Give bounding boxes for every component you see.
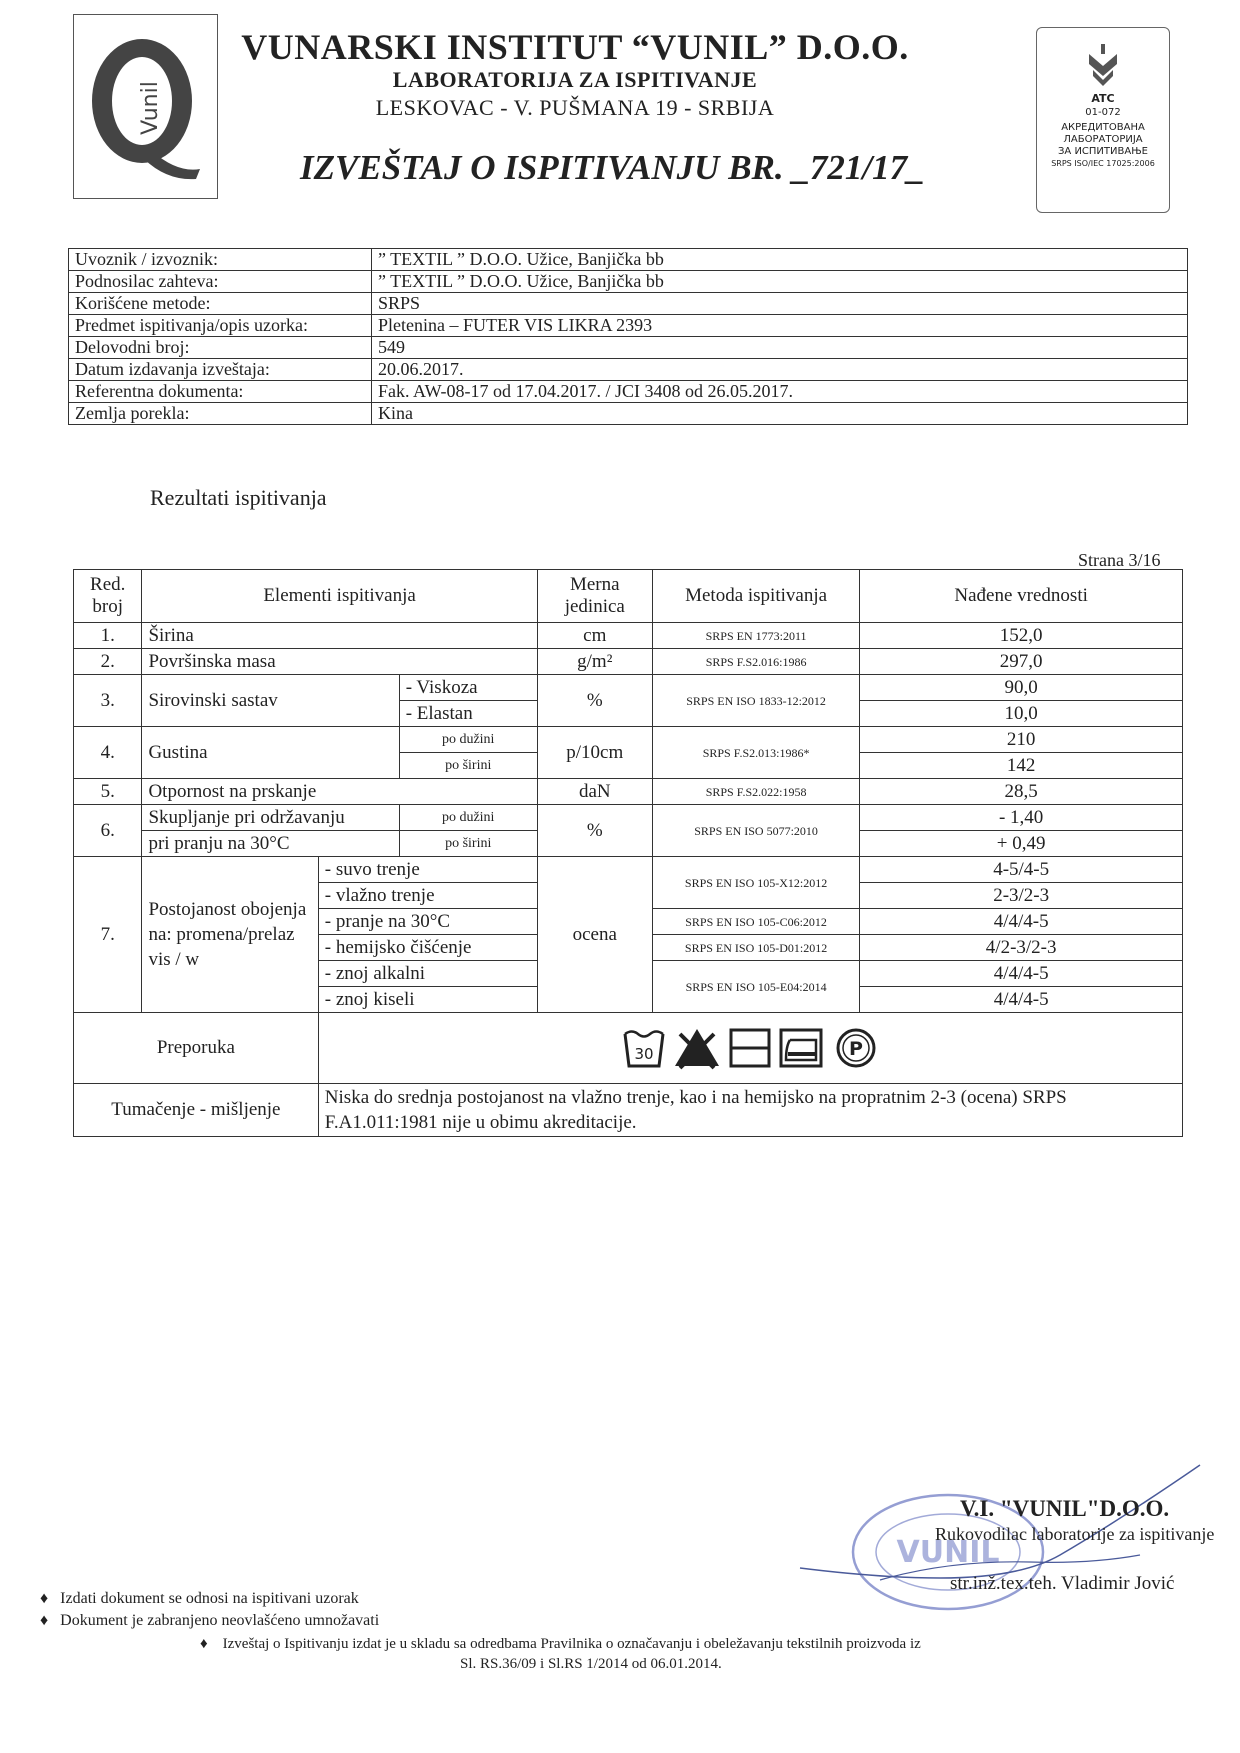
- lab-name: LABORATORIJA ZA ISPITIVANJE: [392, 67, 758, 92]
- row-no: 4.: [74, 727, 142, 779]
- row-name-line1: Skupljanje pri održavanju: [142, 805, 399, 831]
- row-value: 4/2-3/2-3: [860, 935, 1183, 961]
- page-number: Strana 3/16: [1078, 550, 1161, 570]
- info-label: Delovodni broj:: [69, 337, 372, 359]
- row-value: 10,0: [860, 701, 1183, 727]
- row-value: 2-3/2-3: [860, 883, 1183, 909]
- table-row: [74, 675, 1183, 701]
- row-sub: - vlažno trenje: [318, 883, 537, 909]
- table-header-row: [74, 570, 1183, 623]
- header-elements: Elementi ispitivanja: [142, 570, 537, 623]
- row-method: SRPS EN ISO 1833-12:2012: [652, 675, 859, 727]
- row-method: SRPS F.S2.022:1958: [652, 779, 859, 805]
- report-title: IZVEŠTAJ O ISPITIVANJU BR. _721/17_: [300, 148, 925, 187]
- info-value: ” TEXTIL ” D.O.O. Užice, Banjička bb: [372, 249, 1188, 271]
- row-no: 6.: [74, 805, 142, 857]
- info-table: [68, 248, 1188, 425]
- row-value: 4-5/4-5: [860, 857, 1183, 883]
- row-sub: po širini: [399, 753, 537, 779]
- q-logo-icon: [82, 33, 207, 183]
- atc-line3: ЗА ИСПИТИВАЊЕ: [1058, 146, 1148, 157]
- atc-standard: SRPS ISO/IEC 17025:2006: [1051, 159, 1155, 168]
- info-value: Kina: [372, 403, 1188, 425]
- row-name: Širina: [142, 623, 537, 649]
- lab-address: LESKOVAC - V. PUŠMANA 19 - SRBIJA: [375, 95, 775, 120]
- info-label: Predmet ispitivanja/opis uzorka:: [69, 315, 372, 337]
- row-method: SRPS EN 1773:2011: [652, 623, 859, 649]
- row-name: Gustina: [142, 727, 399, 779]
- table-row: [74, 727, 1183, 753]
- recommendation-label: Preporuka: [74, 1013, 319, 1084]
- row-no: 5.: [74, 779, 142, 805]
- no-bleach-icon: [672, 1026, 722, 1070]
- dry-clean-letter: P: [849, 1038, 864, 1060]
- row-sub: - znoj alkalni: [318, 961, 537, 987]
- row-sub: po dužini: [399, 805, 537, 831]
- row-sub: - znoj kiseli: [318, 987, 537, 1013]
- info-label: Uvoznik / izvoznik:: [69, 249, 372, 271]
- row-sub: - suvo trenje: [318, 857, 537, 883]
- results-heading: Rezultati ispitivanja: [150, 485, 327, 510]
- dry-clean-p-icon: [834, 1026, 878, 1070]
- row-unit: daN: [537, 779, 652, 805]
- signature-company: V.I. "VUNIL"D.O.O.: [960, 1496, 1170, 1521]
- row-method: SRPS F.S2.013:1986*: [652, 727, 859, 779]
- opinion-text: Niska do srednja postojanost na vlažno trenje, kao i na hemijsko na propratnim 2-3 (ocena) SRPS F.A1.011:1981 nije u obimu akreditacije.: [318, 1084, 1182, 1137]
- signature-role: Rukovodilac laboratorije za ispitivanje: [935, 1524, 1215, 1544]
- row-value: 4/4/4-5: [860, 987, 1183, 1013]
- header-unit: Merna jedinica: [537, 570, 652, 623]
- row-method: SRPS EN ISO 105-D01:2012: [652, 935, 859, 961]
- info-row: [69, 359, 1188, 381]
- atc-line1: АКРЕДИТОВАНА: [1061, 122, 1145, 133]
- info-value: Pletenina – FUTER VIS LIKRA 2393: [372, 315, 1188, 337]
- row-unit: %: [537, 805, 652, 857]
- atc-logo-icon: [1083, 44, 1123, 90]
- institute-logo: [73, 14, 218, 199]
- row-name: Površinska masa: [142, 649, 537, 675]
- row-unit: ocena: [537, 857, 652, 1013]
- info-row: [69, 381, 1188, 403]
- row-method: SRPS EN ISO 5077:2010: [652, 805, 859, 857]
- wash-30-icon: [622, 1026, 666, 1070]
- footnote-1: ♦ Izdati dokument se odnosi na ispitivani uzorak: [40, 1590, 359, 1607]
- row-no: 3.: [74, 675, 142, 727]
- info-value: ” TEXTIL ” D.O.O. Užice, Banjička bb: [372, 271, 1188, 293]
- info-value: SRPS: [372, 293, 1188, 315]
- table-row: [74, 623, 1183, 649]
- info-value: Fak. AW-08-17 od 17.04.2017. / JCI 3408 od 26.05.2017.: [372, 381, 1188, 403]
- row-value: 210: [860, 727, 1183, 753]
- row-value: 90,0: [860, 675, 1183, 701]
- tumble-dry-icon: [728, 1026, 772, 1070]
- wash-temp: 30: [634, 1045, 654, 1063]
- info-row: [69, 249, 1188, 271]
- row-unit: g/m²: [537, 649, 652, 675]
- footnote-2: ♦ Dokument je zabranjeno neovlašćeno umnožavati: [40, 1612, 380, 1629]
- row-value: 297,0: [860, 649, 1183, 675]
- accreditation-badge: [1036, 27, 1170, 213]
- table-row: [74, 649, 1183, 675]
- row-name: Sirovinski sastav: [142, 675, 399, 727]
- row-method: SRPS EN ISO 105-X12:2012: [652, 857, 859, 909]
- row-method: SRPS F.S2.016:1986: [652, 649, 859, 675]
- row-name: Postojanost obojenja na: promena/prelaz vis / w: [142, 857, 318, 1013]
- row-sub: po dužini: [399, 727, 537, 753]
- header-values: Nađene vrednosti: [860, 570, 1183, 623]
- info-row: [69, 315, 1188, 337]
- info-label: Datum izdavanja izveštaja:: [69, 359, 372, 381]
- row-sub: po širini: [399, 831, 537, 857]
- row-sub: - pranje na 30°C: [318, 909, 537, 935]
- row-sub: - Elastan: [399, 701, 537, 727]
- row-no: 7.: [74, 857, 142, 1013]
- row-value: 4/4/4-5: [860, 961, 1183, 987]
- info-label: Podnosilac zahteva:: [69, 271, 372, 293]
- info-row: [69, 337, 1188, 359]
- stamp-text: VUNIL: [896, 1535, 1000, 1570]
- row-no: 2.: [74, 649, 142, 675]
- row-value: 152,0: [860, 623, 1183, 649]
- care-symbols: [318, 1013, 1182, 1084]
- table-row: [74, 805, 1183, 831]
- info-row: [69, 271, 1188, 293]
- row-value: 28,5: [860, 779, 1183, 805]
- row-value: 142: [860, 753, 1183, 779]
- bullet-icon: ♦: [40, 1590, 61, 1607]
- row-unit: %: [537, 675, 652, 727]
- institute-name: VUNARSKI INSTITUT “VUNIL” D.O.O.: [241, 27, 909, 67]
- row-method: SRPS EN ISO 105-E04:2014: [652, 961, 859, 1013]
- row-name-line2: pri pranju na 30°C: [142, 831, 399, 857]
- row-value: - 1,40: [860, 805, 1183, 831]
- recommendation-row: [74, 1013, 1183, 1084]
- atc-line2: ЛАБОРАТОРИЈА: [1063, 134, 1143, 145]
- row-method: SRPS EN ISO 105-C06:2012: [652, 909, 859, 935]
- opinion-row: [74, 1084, 1183, 1137]
- row-value: + 0,49: [860, 831, 1183, 857]
- info-row: [69, 403, 1188, 425]
- info-label: Zemlja porekla:: [69, 403, 372, 425]
- info-row: [69, 293, 1188, 315]
- table-row: [74, 857, 1183, 883]
- row-unit: cm: [537, 623, 652, 649]
- signature-name: str.inž.tex.teh. Vladimir Jović: [950, 1573, 1175, 1594]
- logo-text: Vunil: [138, 81, 163, 135]
- opinion-label: Tumačenje - mišljenje: [74, 1084, 319, 1137]
- info-label: Korišćene metode:: [69, 293, 372, 315]
- info-value: 20.06.2017.: [372, 359, 1188, 381]
- row-unit: p/10cm: [537, 727, 652, 779]
- footnote-3: ♦ Izveštaj o Ispitivanju izdat je u skladu sa odredbama Pravilnika o označavanju i obeležavanju tekstilnih proizvoda iz: [200, 1636, 921, 1652]
- row-name: Otpornost na prskanje: [142, 779, 537, 805]
- header-no: Red. broj: [74, 570, 142, 623]
- info-value: 549: [372, 337, 1188, 359]
- info-label: Referentna dokumenta:: [69, 381, 372, 403]
- table-row: [74, 779, 1183, 805]
- bullet-icon: ♦: [40, 1612, 61, 1629]
- bullet-icon: ♦: [200, 1636, 223, 1652]
- atc-abbr: ATC: [1091, 92, 1115, 105]
- atc-code: 01-072: [1085, 107, 1121, 118]
- row-no: 1.: [74, 623, 142, 649]
- header-method: Metoda ispitivanja: [652, 570, 859, 623]
- row-sub: - hemijsko čišćenje: [318, 935, 537, 961]
- row-sub: - Viskoza: [399, 675, 537, 701]
- results-table: [73, 569, 1183, 1137]
- iron-icon: [778, 1026, 828, 1070]
- footnote-3-cont: Sl. RS.36/09 i Sl.RS 1/2014 od 06.01.2014.: [460, 1656, 722, 1672]
- row-value: 4/4/4-5: [860, 909, 1183, 935]
